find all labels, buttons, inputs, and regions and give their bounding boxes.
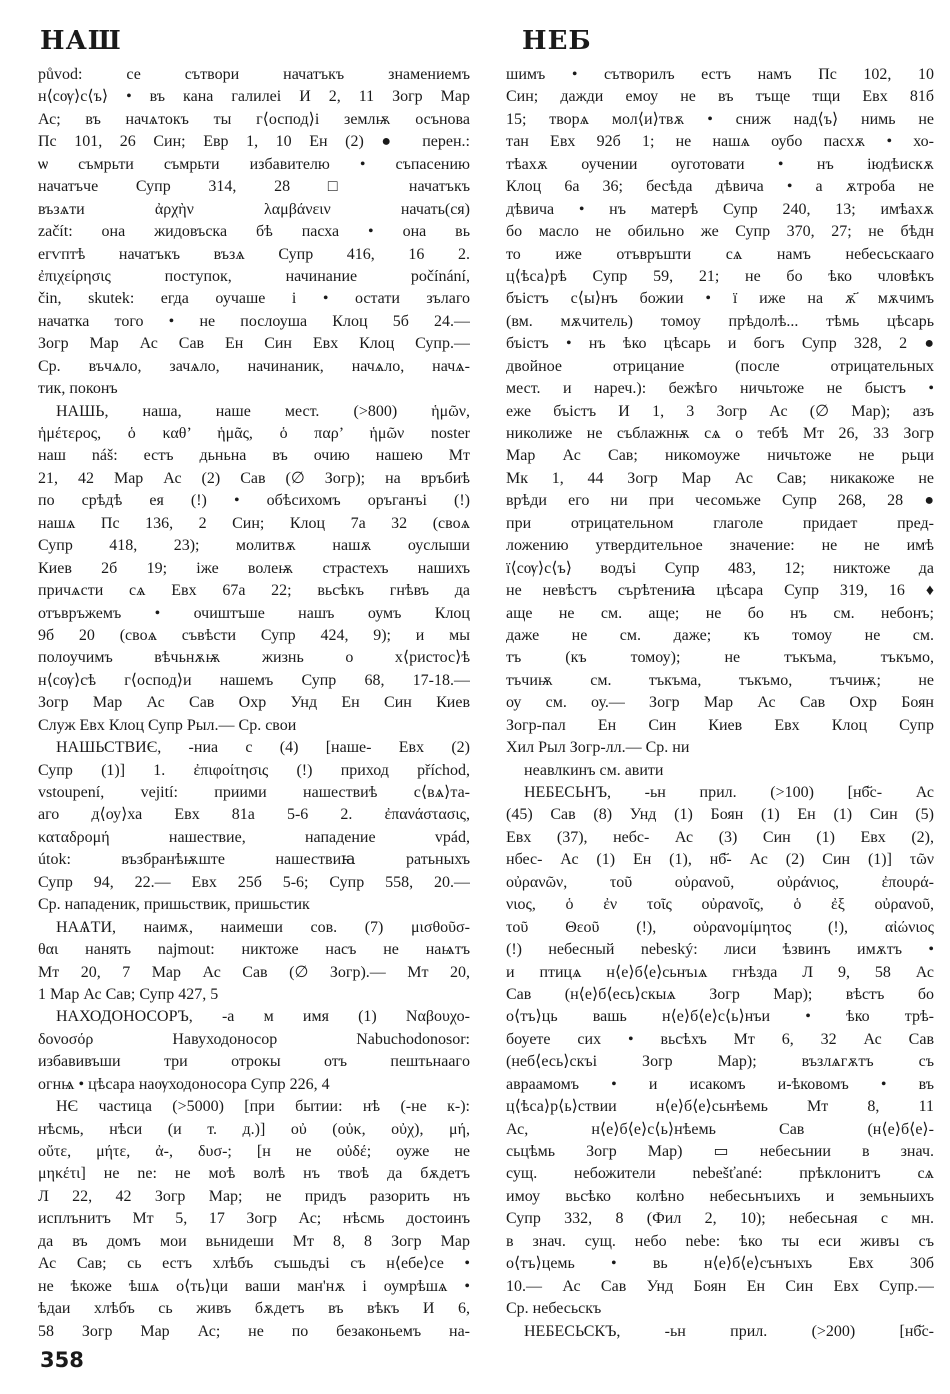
text-line: имоу вьсѣко колѣно небесьнъıихъ и земьныихъ: [506, 1187, 934, 1205]
dictionary-entry: [506, 760, 934, 782]
text-line: о⟨тъ⟩цемь • вь н⟨е⟩б⟨е⟩сънъıхъ Евх 30б: [506, 1255, 934, 1273]
dictionary-entry: [506, 782, 934, 1321]
text-line: Хил Рыл Зогр-лл.— Ср. ни: [506, 739, 690, 757]
text-line: тъ (къ томоу); не тъкъма, тъкъмо,: [506, 649, 934, 667]
text-line: неавлкинъ см. авити: [524, 761, 664, 779]
text-line: (неб⟨есь⟩скъі Зогр Мар); възлѧгѫтъ съ: [506, 1053, 934, 1071]
dictionary-entry: [38, 401, 470, 738]
text-line: καταδρομή нашествие, нападение vpád,: [38, 828, 470, 846]
text-line: врѣди его ни при чесомьже Супр 268, 28 ●: [506, 492, 934, 510]
text-line: бо масло не обильно же Супр 370, 27; не бѣдн: [506, 223, 934, 241]
text-line: мест. и нареч.): бежѣго ничьтоже не быстъ •: [506, 380, 934, 398]
text-line: Мт 20, 7 Мар Ас Сав (∅ Зогр).— Мт 20,: [38, 963, 470, 981]
text-line: в знач. сущ. небо nebe: ѣко ты еси живъı съ: [506, 1232, 934, 1250]
text-line: тик, поконъ: [38, 380, 118, 398]
text-line: (!) небесный nebeský: лиси ѣзвинъ имѫтъ •: [506, 941, 934, 959]
text-line: НЄ частица (>5000) [при бытии: нѣ (-не к-):: [56, 1098, 470, 1116]
running-head-left: НАШ: [40, 26, 122, 56]
text-line: vstoupení, vejití: приими нашествиѣ с⟨вѧ⟩та-: [38, 784, 470, 801]
right-column: [506, 64, 934, 1343]
text-line: τοῦ Θεοῦ (!), οὐρανομίμητος (!), αἰώνιος: [506, 918, 934, 936]
text-line: μηκέτι] не ne: не моѣ волѣ нъ твоѣ да бѫдетъ: [38, 1165, 470, 1183]
text-line: сьцѣмь Зогр Мар) ▭ небесьнии в знач.: [506, 1143, 934, 1160]
text-line: ї⟨сѹ⟩с⟨ъ⟩ водъі Супр 483, 12; никтоже да: [506, 559, 934, 577]
text-line: тан Евх 92б 1; не нашѧ оубо пасхѫ • хо-: [506, 133, 934, 151]
text-line: Зогр Мар Ас Сав Ен Син Евх Клоц Супр.—: [38, 335, 470, 353]
text-line: Ас; въ начѧтокъ ты г⟨оспод⟩і землѭ осънова: [38, 110, 470, 128]
text-line: еже бъістъ И 1, 3 Зогр Ас (∅ Мар); азъ: [506, 402, 934, 420]
text-line: сущ. небожители nebešťané: прѣклонитъ сѧ: [506, 1165, 934, 1183]
text-line: Клоц 6а 36; бесѣда дѣвича • а ѫтроба не: [506, 178, 934, 196]
text-line: 58 Зогр Мар Ас; не по безаконьемъ на-: [38, 1322, 470, 1340]
text-line: ложению утвердительное значение: не не имѣ: [506, 537, 934, 555]
dictionary-entry: [38, 1006, 470, 1096]
text-line: наш náš: естъ дьньна въ очию нашею Мт: [38, 447, 470, 465]
text-line: шимъ • сътворилъ естъ намъ Пс 102, 10: [506, 66, 934, 83]
text-line: 10.— Ас Сав Унд Боян Ен Син Евх Супр.—: [506, 1277, 934, 1295]
text-line: Супр 418, 23); молитвѫ нашѫ оуслыши: [38, 537, 470, 555]
text-line: νιος, ὁ ἐν τοῖς οὐρανοῖς, ὁ ἐξ οὐρανοῦ,: [506, 896, 934, 914]
text-line: ѣдаи хлѣбъ сь живъ бѫдетъ въ вѣкъ И 6,: [38, 1300, 470, 1318]
text-line: н⟨сѹ⟩с⟨ъ⟩ • въ кана галилеі И 2, 11 Зогр Мар: [38, 88, 470, 106]
text-line: отъвръжемъ • очиштъше нашъ оумъ Клоц: [38, 604, 470, 622]
text-line: възѧти ἀρχὴν λαμβάνειν начать(ся): [38, 200, 470, 218]
text-line: 9б 20 (своѧ съвѣсти Супр 424, 9); и мы: [38, 626, 470, 644]
text-line: даже не см. даже; къ томоу не см.: [506, 626, 934, 644]
text-line: Ас, н⟨е⟩б⟨е⟩с⟨ь⟩нѣемь Сав (н⟨е⟩б⟨е⟩-: [506, 1120, 934, 1138]
text-line: začít: она жидовъска бѣ пасха • она вь: [38, 223, 470, 241]
text-line: начатъче Супр 314, 28 □ начатъкъ: [38, 178, 470, 196]
text-line: 21, 42 Мар Ас (2) Сав (∅ Зогр); на връбиѣ: [38, 469, 470, 487]
text-line: οὐρανῶν, τοῦ οὐρανοῦ, οὐράνιος, ἐπουρά-: [506, 873, 934, 891]
text-line: НАѦТИ, наимѫ, наимеши сов. (7) μισθοῦσ-: [56, 918, 470, 936]
text-line: Зогр-пал Ен Син Киев Евх Клоц Супр: [506, 716, 934, 734]
text-line: то иже отъвръшти сѧ намъ небесьскааго: [506, 245, 934, 263]
text-line: (45) Сав (8) Унд (1) Боян (1) Ен (1) Син (5): [506, 806, 934, 824]
text-line: Служ Евх Клоц Супр Рыл.— Ср. свои: [38, 716, 297, 734]
text-line: původ: се сътвори начатъкъ знамениемъ: [38, 66, 470, 83]
text-line: 1 Мар Ас Сав; Супр 427, 5: [38, 985, 219, 1003]
text-line: ἐπιχείρησις поступок, начинание počínání,: [38, 267, 470, 285]
text-line: по срѣдѣ ея (!) • обѣсихомъ оръганъі (!): [38, 492, 470, 510]
text-line: НЕБЕСЬНЪ, -ьн прил. (>100) [нб҃с- Ас: [524, 784, 934, 801]
text-line: аго д⟨оу⟩ха Евх 81а 5-6 2. ἐπανάστασις,: [38, 806, 470, 824]
dictionary-entry: [506, 64, 934, 760]
text-line: Евх (37), небс- Ас (3) Син (1) Евх (2),: [506, 828, 934, 846]
text-line: ц⟨ѣса⟩р⟨ь⟩ствии н⟨е⟩б⟨е⟩сьнѣемь Мт 8, 11: [506, 1098, 934, 1116]
text-line: Киев 2б 19; іже волеѭ страстехъ нашихъ: [38, 559, 470, 577]
text-line: полоучимъ вѣчьнѫѭ жизнь о х⟨ристос⟩ѣ: [38, 649, 470, 667]
text-line: при отрицательном глаголе придает пред-: [506, 514, 934, 532]
text-line: Мк 1, 44 Зогр Мар Ас Сав; никакоже не: [506, 469, 934, 487]
text-line: нѣсмь, нѣси (и т. д.)] οὐ (οὐκ, οὐχ), μή,: [38, 1120, 470, 1138]
text-line: бъістъ • нъ ѣко цѣсарь и богъ Супр 328, 2 ●: [506, 335, 934, 353]
text-line: и птицѧ н⟨е⟩б⟨е⟩сьнъıѧ гнѣзда Л 9, 58 Ас: [506, 963, 934, 981]
text-line: тѣахѫ оучении оуготовати • нъ іюдѣискѫ: [506, 155, 934, 173]
text-line: николиже не съблажнѭ сѧ о тебѣ Мт 26, 33 Зогр: [506, 425, 934, 442]
text-line: авраамомъ • и исакомъ и-ѣковомъ • въ: [506, 1075, 934, 1093]
text-line: (вм. мѫчитель) томоу прѣдолѣ... тѣмь цѣсарь: [506, 312, 934, 330]
dictionary-entry: [38, 737, 470, 917]
text-line: οὔτε, μήτε, ἀ-, δυσ-; [н не οὐδέ; оуже не: [38, 1143, 470, 1160]
dictionary-entry: [506, 1321, 934, 1343]
text-line: Супр (1)] 1. ἐπιφοίτησις (!) приход příchod,: [38, 761, 470, 779]
dictionary-entry: [38, 917, 470, 1007]
text-line: тъчиѭ см. тъкъма, тъкъмо, тъчиѭ; не: [506, 671, 934, 689]
text-line: 15; творѧ мол⟨и⟩твѫ • сниж над⟨ъ⟩ нимь не: [506, 110, 934, 128]
text-line: начатка того • не послоуша Клоц 5б 24.—: [38, 312, 470, 330]
text-line: двойное отрицание (после отрицательных: [506, 357, 934, 375]
text-line: аще не см. аще; не бо нъ см. небонъ;: [506, 604, 934, 622]
text-line: útok: възбранѣѭште нашествиꙗ ратьныхъ: [38, 851, 470, 869]
text-line: Пс 101, 26 Син; Евр 1, 10 Ен (2) ● перен.:: [38, 133, 470, 151]
text-line: н⟨сѹ⟩сѣ г⟨оспод⟩и нашемъ Супр 68, 17-18.—: [38, 671, 470, 689]
text-line: Супр 94, 22.— Евх 25б 5-6; Супр 558, 20.—: [38, 873, 470, 891]
text-line: НЕБЕСЬСКЪ, -ьн прил. (>200) [нб҃с-: [524, 1322, 934, 1340]
text-line: Супр 332, 8 (Фил 2, 10); небесьная с мн.: [506, 1210, 934, 1228]
text-line: нбес- Ас (1) Ен (1), нб҃- Ас (2) Син (1)] τῶν: [506, 851, 934, 869]
text-line: НАХОДОНОСОРЪ, -а м имя (1) Ναβουχο-: [56, 1008, 470, 1026]
text-line: избавивъши три отрокы отъ пештьнаагo: [38, 1053, 470, 1071]
text-line: о⟨тъ⟩ць вашь н⟨е⟩б⟨е⟩с⟨ь⟩нъи • ѣко трѣ-: [506, 1008, 934, 1026]
text-line: бъістъ с⟨ы⟩нъ божии • ї иже на ѫ҃ мѫчимъ: [506, 290, 934, 308]
left-column: [38, 64, 470, 1343]
text-line: Л 22, 42 Зогр Мар; не придъ разорить нъ: [38, 1187, 470, 1205]
text-line: Зогр Мар Ас Сав Охр Унд Ен Син Киев: [38, 694, 470, 712]
text-line: огнѩ • цѣсара наѹходоносора Супр 226, 4: [38, 1075, 330, 1093]
text-line: не ѣкоже ѣшѧ о⟨ть⟩ци ваши ман'нѫ і оумрѣшѧ •: [38, 1277, 470, 1295]
text-line: причѧсти сѧ Евх 67а 22; вьсѣкъ гнѣвъ да: [38, 582, 470, 600]
page-number: 358: [40, 1348, 84, 1372]
text-line: Син; дажди емоу не въ тъще тщи Евх 81б: [506, 88, 934, 106]
text-line: ц⟨ѣса⟩рѣ Супр 59, 21; не бо ѣко чловѣкъ: [506, 267, 934, 285]
text-line: Сав (н⟨е⟩б⟨есь⟩скыѧ Зогр Мар); вѣстъ бо: [506, 985, 934, 1003]
text-line: да въ домъ мои вьнидеши Мт 8, 8 Зогр Мар: [38, 1232, 470, 1250]
text-line: НАШЬСТВИЄ, -ниа с (4) [наше- Евх (2): [56, 739, 470, 757]
text-line: оу см. оу.— Зогр Мар Ас Сав Охр Боян: [506, 694, 934, 712]
text-line: дѣвича • нъ матерѣ Супр 240, 13; имѣахѫ: [506, 200, 934, 218]
text-line: не невѣстъ сърѣтениꙗ цѣсара Супр 319, 16 ♦: [506, 582, 934, 600]
text-line: боуете сих • вьсѣхъ Мт 6, 32 Ас Сав: [506, 1030, 934, 1048]
text-line: Ср. нападеник, пришьствик, пришьстик: [38, 896, 310, 914]
text-line: ἡμέτερος, ὁ καθ’ ἡμᾶς, ὁ παρ’ ἡμῶν noster: [38, 425, 470, 442]
text-line: нашѧ Пс 136, 2 Син; Клоц 7а 32 (своѧ: [38, 514, 470, 532]
text-line: Ср. въчѧло, зачѧло, начинаник, начѧло, начѧ-: [38, 357, 470, 375]
text-line: Ас Сав; сь естъ хлѣбъ съшьдъі съ н⟨ебе⟩се •: [38, 1255, 470, 1273]
text-line: θαι нанять najmout: никтоже насъ не наѩтъ: [38, 941, 470, 959]
text-line: Мар Ас Сав; никомоуже ничьтоже не рьци: [506, 447, 934, 465]
running-head-right: НЕБ: [522, 26, 592, 56]
text-line: Ср. небесьскъ: [506, 1300, 602, 1318]
text-line: исплънитъ Мт 5, 17 Зогр Ас; нѣсмь достоинъ: [38, 1210, 470, 1228]
dictionary-entry: [38, 64, 470, 401]
text-line: егѵптѣ начатъкъ възѧ Супр 416, 16 2.: [38, 245, 470, 263]
text-line: čin, skutek: егда оучаше і • остати зълаго: [38, 290, 470, 308]
dictionary-entry: [38, 1096, 470, 1343]
text-line: НАШЬ, наша, наше мест. (>800) ἡμῶν,: [56, 402, 470, 420]
text-line: δονοσόρ Навуходоносор Nabuchodonosor:: [38, 1030, 470, 1048]
text-line: ѡ съмрьти съмрьти избавителю • съпасению: [38, 155, 470, 173]
